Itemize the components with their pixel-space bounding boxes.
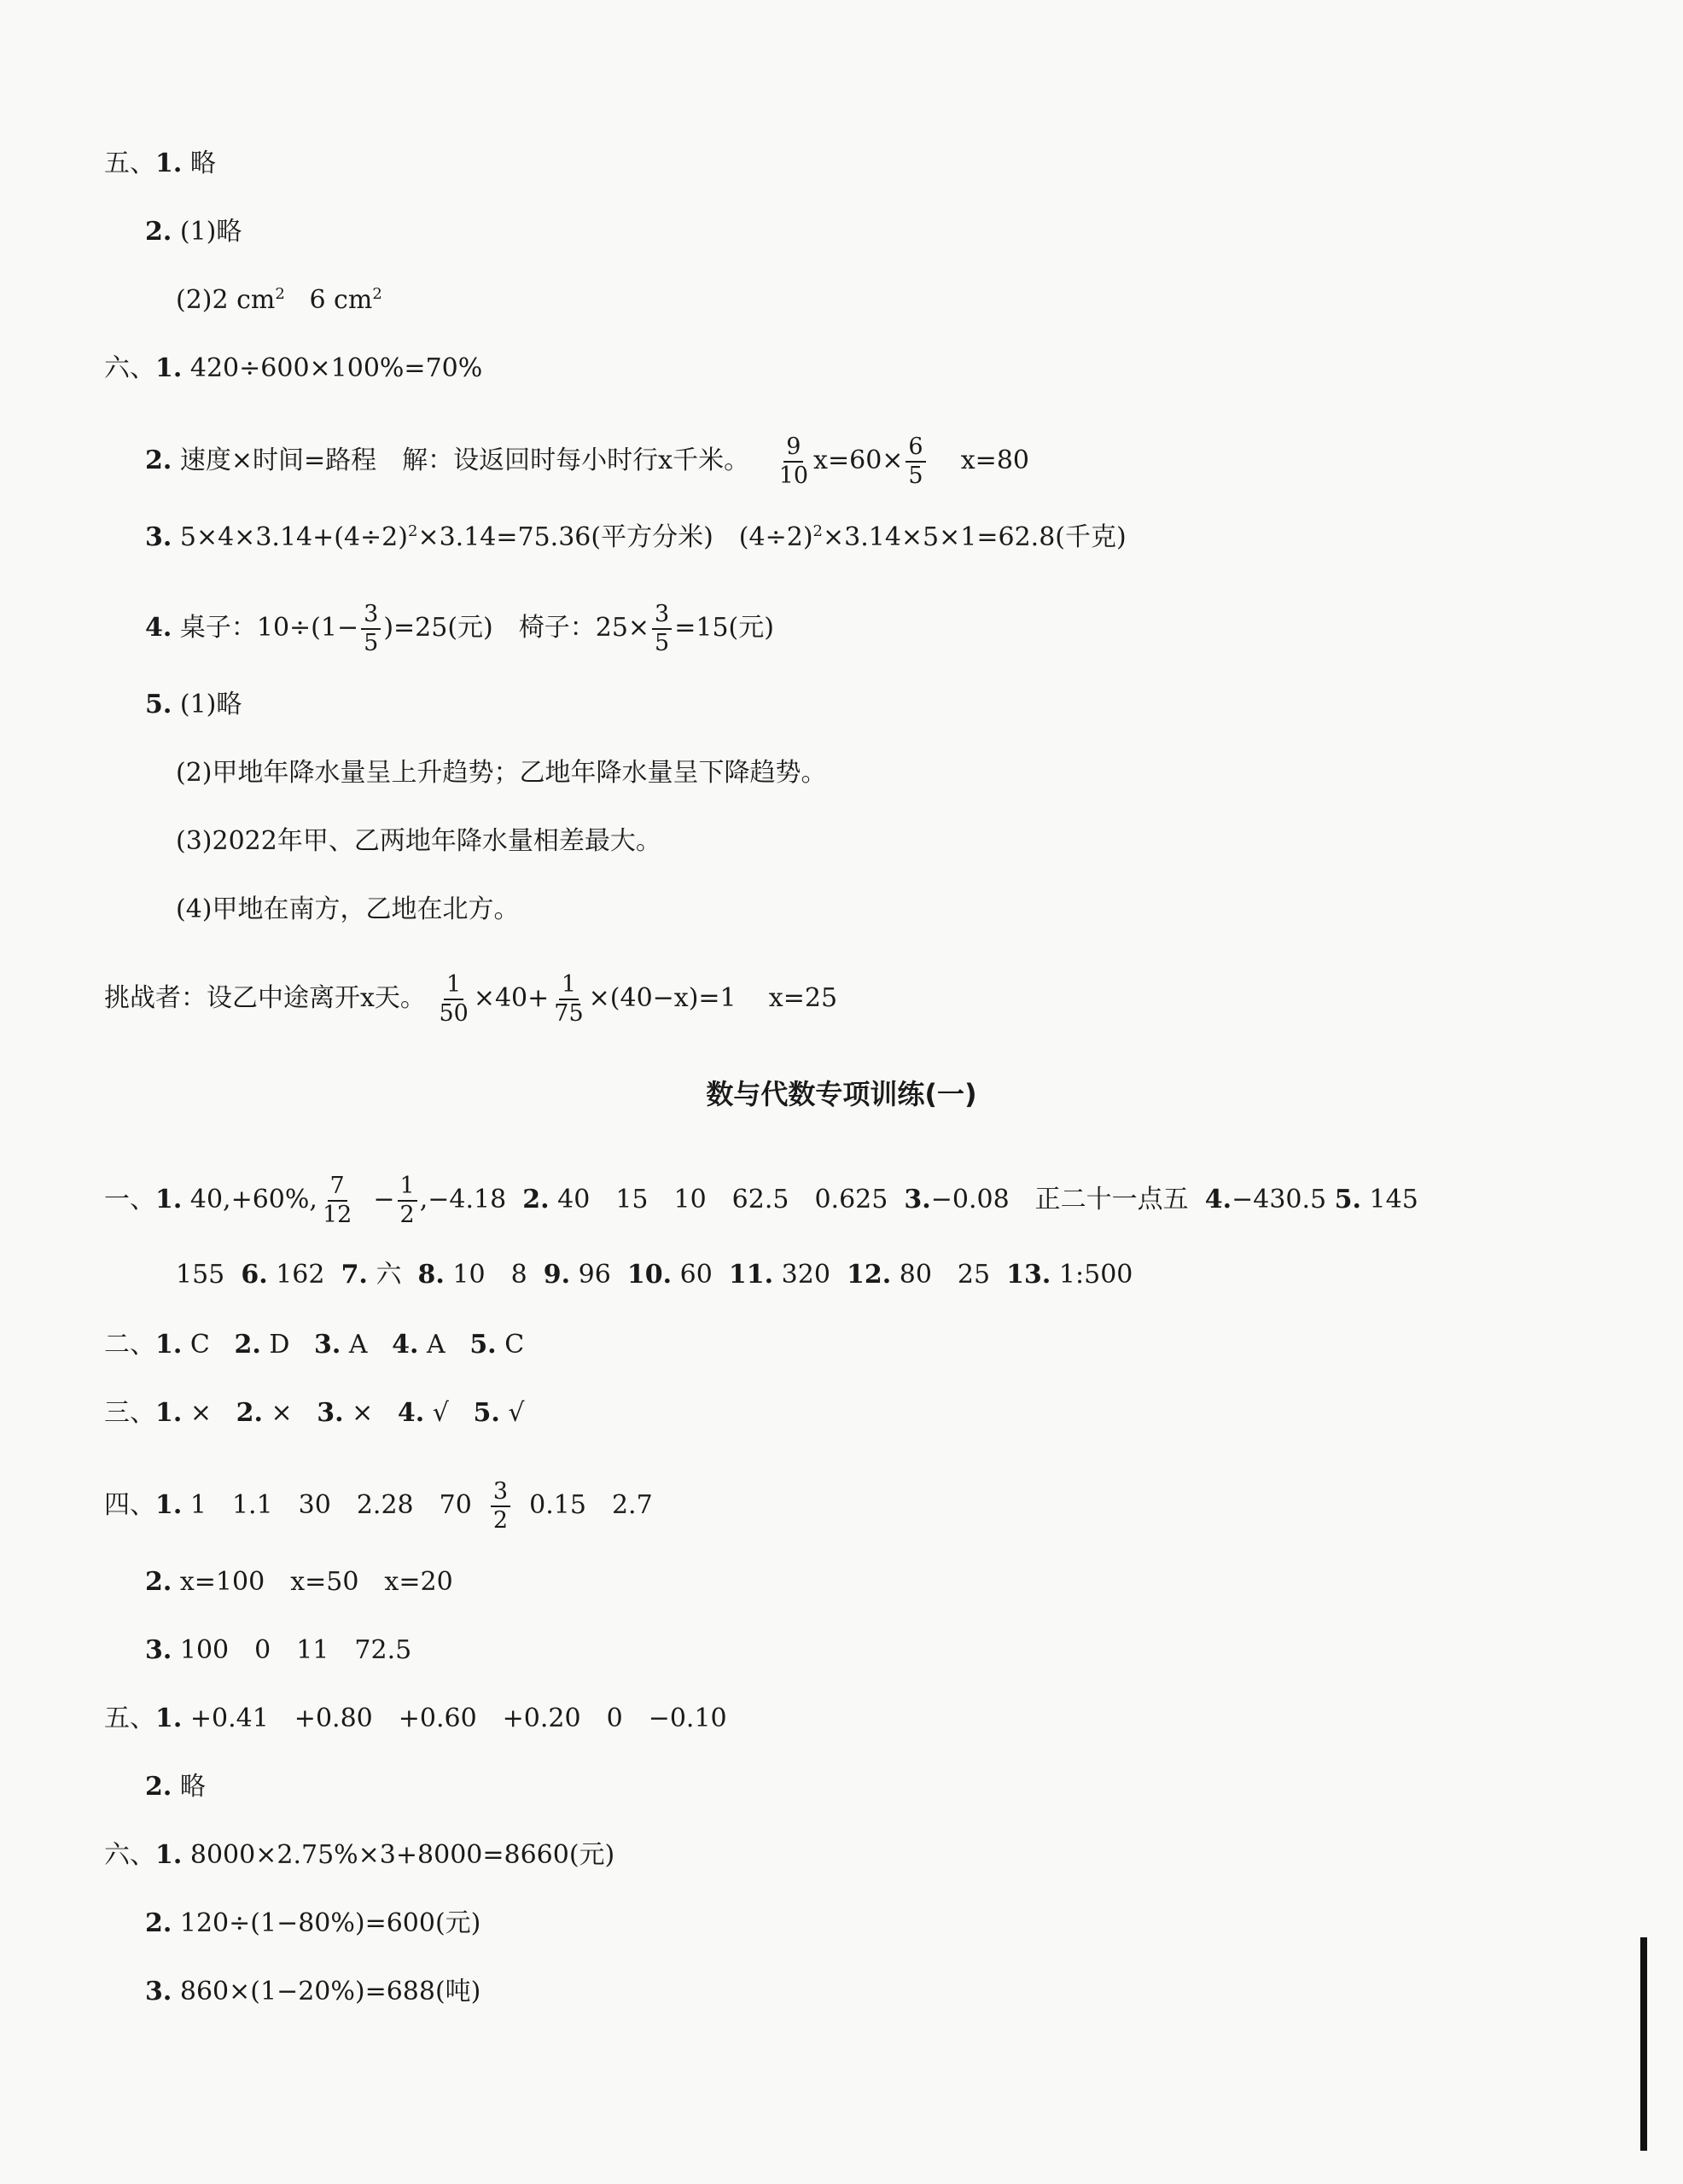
question-number: 1.	[155, 1330, 183, 1360]
question-number: 1.	[155, 149, 183, 178]
fraction: $\frac{1}{75}$	[554, 971, 584, 1027]
section-label: 四、	[104, 1490, 155, 1520]
superscript: 2	[275, 285, 285, 303]
fraction: $\frac{3}{5}$	[652, 601, 672, 657]
question-number: 5.	[145, 690, 172, 719]
answer-text: x=60×	[813, 446, 904, 475]
answer-text: x=100 x=50 x=20	[179, 1567, 453, 1597]
challenge-line	[104, 971, 837, 1028]
answer-text: 5×4×3.14+(4÷2)	[179, 522, 408, 552]
answer-text: ×	[352, 1398, 374, 1428]
p4-q3-line	[145, 1634, 411, 1668]
question-number: 1.	[155, 1490, 183, 1520]
answer-text: ,−4.18	[419, 1185, 507, 1214]
question-number: 3.	[314, 1330, 341, 1360]
answer-text: 1:500	[1058, 1260, 1133, 1290]
answer-text: 10 8	[452, 1260, 527, 1290]
p4-q1-line	[104, 1478, 653, 1535]
answer-text: (2)甲地年降水量呈上升趋势；乙地年降水量呈下降趋势。	[176, 758, 827, 788]
answer-text: )=25(元) 椅子：25×	[383, 613, 650, 643]
answer-text: 略	[189, 149, 216, 178]
page-edge-mark	[1640, 1937, 1647, 2151]
section-label: 一、	[104, 1185, 155, 1214]
answer-text: A	[348, 1330, 368, 1360]
question-number: 10.	[626, 1260, 673, 1290]
question-number: 8.	[417, 1260, 445, 1290]
question-number: 2.	[145, 217, 172, 247]
answer-text: 六	[376, 1260, 402, 1290]
section-label: 五、	[104, 149, 155, 178]
s6-q5-part4-line	[176, 893, 520, 927]
question-number: 4.	[145, 613, 172, 643]
s6-q2-line	[145, 434, 1029, 490]
answer-text: ×3.14×5×1=62.8(千克)	[822, 522, 1127, 552]
question-number: 2.	[236, 1398, 263, 1428]
s6-q4-line	[145, 601, 774, 657]
answer-text: ×40+	[473, 983, 550, 1013]
section-title: 数与代数专项训练(一)	[706, 1078, 977, 1110]
answer-text: 320	[781, 1260, 830, 1290]
answer-text: 8000×2.75%×3+8000=8660(元)	[189, 1840, 615, 1870]
answer-text: 1 1.1 30 2.28 70	[189, 1490, 472, 1520]
question-number: 1.	[155, 1704, 183, 1733]
answer-text: ×	[271, 1398, 293, 1428]
p5-q1-line	[104, 1702, 727, 1736]
superscript: 2	[407, 522, 418, 540]
question-number: 5.	[473, 1398, 500, 1428]
answer-text: 96	[578, 1260, 611, 1290]
s5-q2-part2-line	[176, 283, 382, 317]
answer-text: A	[427, 1330, 446, 1360]
p6-q1-line	[104, 1838, 614, 1872]
superscript: 2	[372, 285, 382, 303]
answer-text: (3)2022年甲、乙两地年降水量相差最大。	[176, 826, 661, 856]
question-number: 2.	[234, 1330, 261, 1360]
answer-text: 0.15 2.7	[529, 1490, 653, 1520]
answer-text: √	[432, 1398, 449, 1428]
question-number: 1.	[155, 353, 183, 383]
section-label: 三、	[104, 1398, 155, 1428]
answer-text: 80 25	[899, 1260, 991, 1290]
answer-text: −0.08 正二十一点五	[930, 1185, 1189, 1214]
answer-text: C	[504, 1330, 525, 1360]
fraction: $\frac{6}{5}$	[906, 434, 925, 490]
p2-line	[104, 1328, 524, 1362]
question-number: 1.	[155, 1398, 183, 1428]
answer-text: ×3.14=75.36(平方分米) (4÷2)	[417, 522, 813, 552]
answer-text: ×(40−x)=1	[588, 983, 737, 1013]
s6-q1-line	[104, 352, 482, 386]
superscript: 2	[812, 522, 823, 540]
answer-text: −	[373, 1185, 395, 1214]
answer-text: 100 0 11 72.5	[179, 1635, 412, 1665]
p3-line	[104, 1396, 524, 1430]
section-label: 五、	[104, 1704, 155, 1733]
question-number: 2.	[145, 1908, 172, 1938]
question-number: 6.	[241, 1260, 268, 1290]
question-number: 2.	[145, 1772, 172, 1802]
p1-line2	[176, 1258, 1133, 1292]
answer-text: (1)略	[179, 690, 242, 719]
answer-text: (2)2 cm	[176, 285, 276, 315]
answer-text: 6 cm	[309, 285, 373, 315]
s5-q2-line	[145, 215, 242, 249]
answer-text: 162	[276, 1260, 325, 1290]
question-number: 4.	[1204, 1185, 1232, 1214]
answer-text: 860×(1−20%)=688(吨)	[179, 1977, 481, 2006]
p6-q3-line	[145, 1975, 480, 2009]
s6-q5-part3-line	[176, 824, 661, 859]
section-label: 六、	[104, 353, 155, 383]
answer-text: 40,+60%,	[189, 1185, 317, 1214]
question-number: 5.	[469, 1330, 497, 1360]
answer-text: x=80	[960, 446, 1029, 475]
p5-q2-line	[145, 1770, 206, 1804]
answer-text: 155	[176, 1260, 225, 1290]
fraction: $\frac{7}{12}$	[322, 1173, 352, 1228]
p4-q2-line	[145, 1565, 453, 1599]
s6-q3-line	[145, 521, 1127, 555]
question-number: 9.	[543, 1260, 571, 1290]
answer-text: 挑战者：设乙中途离开x天。	[104, 983, 426, 1013]
p6-q2-line	[145, 1907, 480, 1941]
question-number: 4.	[397, 1398, 425, 1428]
question-number: 3.	[145, 522, 172, 552]
fraction: $\frac{3}{5}$	[361, 601, 381, 657]
fraction: $\frac{9}{10}$	[778, 434, 809, 489]
answer-text: D	[269, 1330, 290, 1360]
question-number: 1.	[155, 1185, 183, 1214]
answer-text: C	[189, 1330, 210, 1360]
answer-text: 145	[1369, 1185, 1418, 1214]
question-number: 3.	[145, 1977, 172, 2006]
s5-q1-line	[104, 147, 216, 181]
answer-text: 略	[179, 1772, 206, 1802]
answer-text: x=25	[768, 983, 838, 1013]
answer-text: 40 15 10 62.5 0.625	[557, 1185, 888, 1214]
p1-line1	[104, 1173, 1418, 1229]
question-number: 4.	[392, 1330, 419, 1360]
answer-text: −430.5	[1232, 1185, 1327, 1214]
question-number: 2.	[145, 446, 172, 475]
answer-text: 420÷600×100%=70%	[189, 353, 483, 383]
question-number: 3.	[904, 1185, 931, 1214]
answer-text: (4)甲地在南方，乙地在北方。	[176, 894, 520, 924]
question-number: 11.	[728, 1260, 774, 1290]
answer-text: =15(元)	[674, 613, 774, 643]
section-label: 六、	[104, 1840, 155, 1870]
question-number: 2.	[145, 1567, 172, 1597]
answer-text: 速度×时间=路程 解：设返回时每小时行x千米。	[179, 446, 750, 475]
question-number: 3.	[145, 1635, 172, 1665]
question-number: 1.	[155, 1840, 183, 1870]
answer-text: (1)略	[179, 217, 242, 247]
fraction: $\frac{3}{2}$	[491, 1478, 510, 1535]
answer-text: 60	[679, 1260, 713, 1290]
question-number: 3.	[317, 1398, 344, 1428]
question-number: 2.	[522, 1185, 550, 1214]
section-label: 二、	[104, 1330, 155, 1360]
question-number: 12.	[846, 1260, 892, 1290]
answer-text: 120÷(1−80%)=600(元)	[179, 1908, 481, 1938]
answer-text: ×	[189, 1398, 213, 1428]
answer-text: 桌子：10÷(1−	[179, 613, 359, 643]
question-number: 7.	[341, 1260, 368, 1290]
answer-text: +0.41 +0.80 +0.60 +0.20 0 −0.10	[189, 1704, 727, 1733]
fraction: $\frac{1}{50}$	[439, 971, 469, 1027]
fraction: $\frac{1}{2}$	[398, 1173, 417, 1229]
question-number: 5.	[1334, 1185, 1361, 1214]
s6-q5-part2-line	[176, 756, 827, 790]
answer-text: √	[508, 1398, 525, 1428]
question-number: 13.	[1006, 1260, 1051, 1290]
s6-q5-line	[145, 688, 242, 722]
